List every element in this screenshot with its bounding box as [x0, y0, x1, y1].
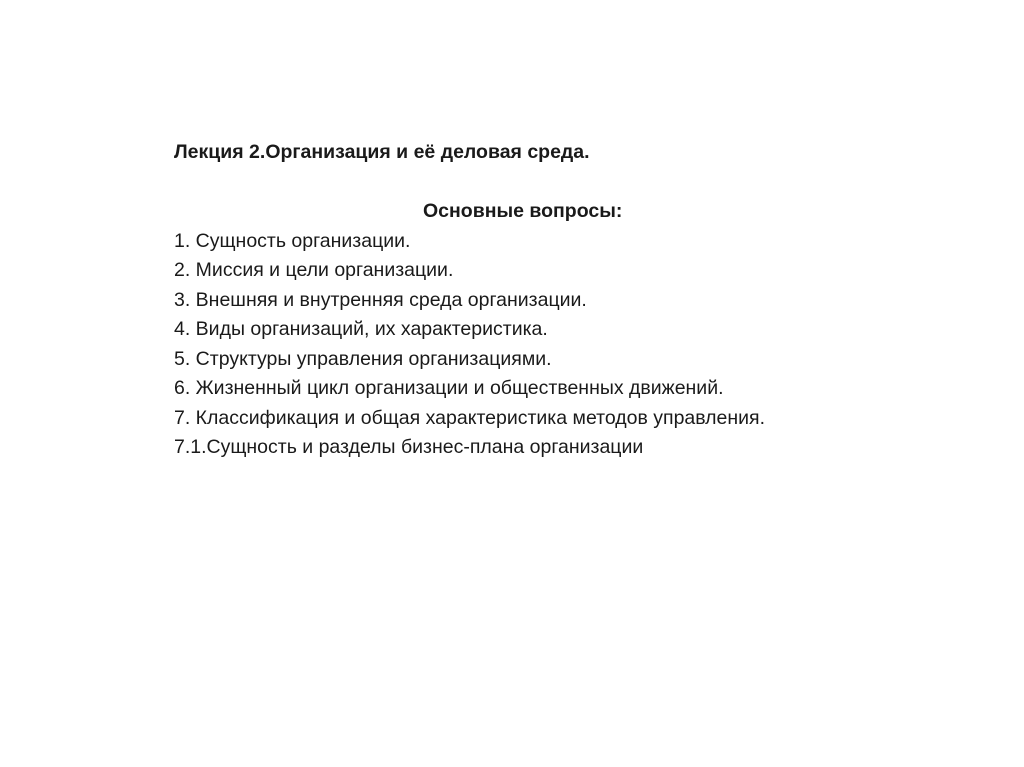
slide-content — [174, 138, 894, 463]
lecture-title: Лекция 2.Организация и её деловая среда. — [174, 141, 590, 163]
topics-list — [174, 227, 894, 463]
topic-item: 7.1.Сущность и разделы бизнес-плана организации — [174, 436, 644, 458]
topic-item: 4. Виды организаций, их характеристика. — [174, 318, 548, 340]
topic-item: 5. Структуры управления организациями. — [174, 347, 552, 370]
topic-item: 7. Классификация и общая характеристика методов управления. — [174, 406, 766, 429]
spacer — [174, 168, 894, 198]
topic-item: 6. Жизненный цикл организации и общественных движений. — [174, 377, 724, 399]
topic-item: 1. Сущность организации. — [174, 229, 411, 252]
topic-item: 2. Миссия и цели организации. — [174, 259, 454, 281]
topic-item: 3. Внешняя и внутренняя среда организации. — [174, 288, 587, 311]
questions-heading: Основные вопросы: — [423, 200, 623, 222]
